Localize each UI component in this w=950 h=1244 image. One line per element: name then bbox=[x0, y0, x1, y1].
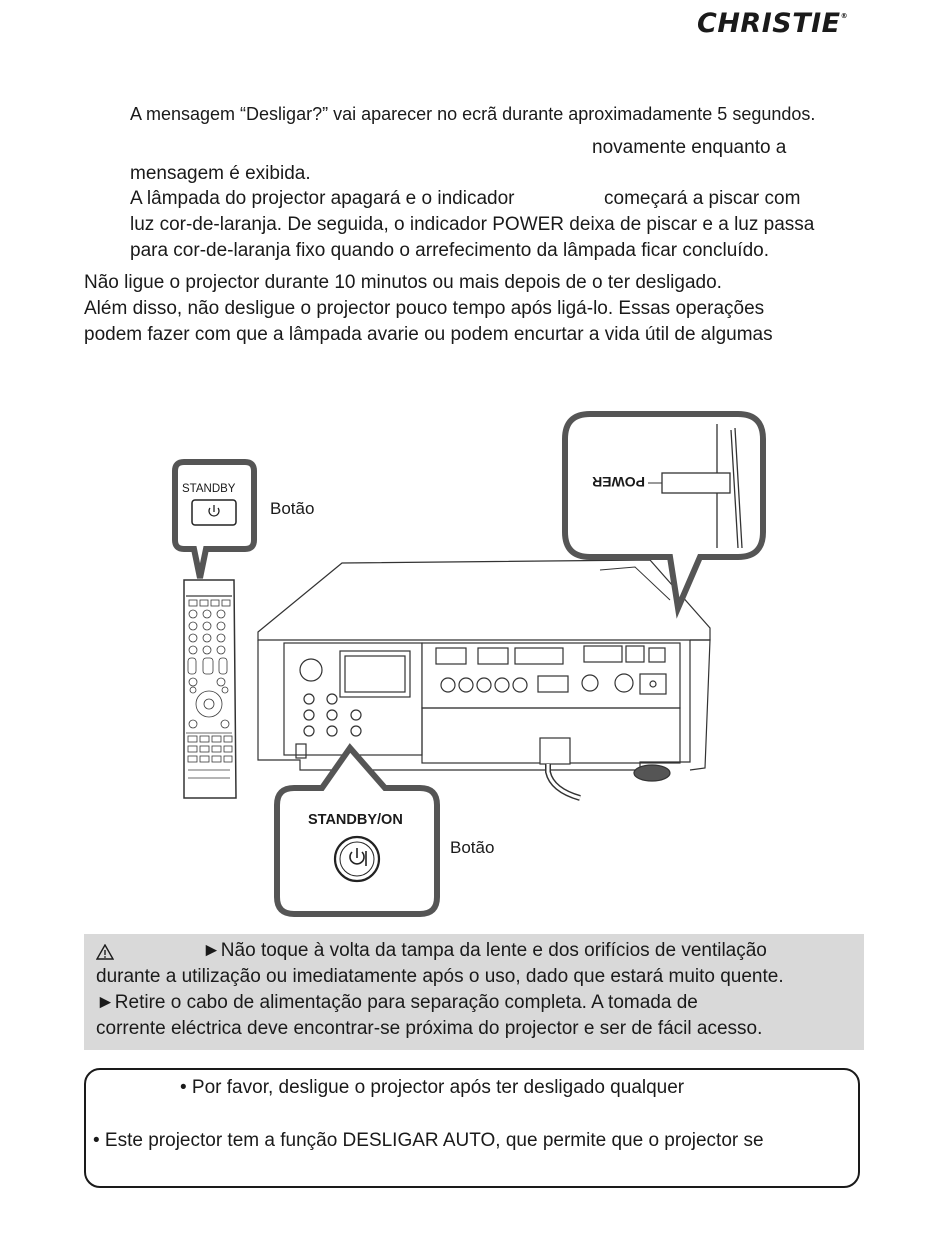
remote-control bbox=[184, 580, 236, 798]
panel-standby-on-label: STANDBY/ON bbox=[308, 812, 403, 828]
panel-caption: Botão bbox=[450, 838, 495, 857]
instruction-line-4b: começará a piscar com bbox=[604, 188, 801, 209]
warning-line-1: ►Não toque à volta da tampa da lente e dos orifícios de ventilação bbox=[202, 940, 767, 961]
instruction-line-5: luz cor-de-laranja. De seguida, o indicador POWER deixa de piscar e a luz passa bbox=[130, 214, 815, 235]
power-indicator-label: POWER bbox=[592, 474, 645, 490]
instruction-line-2: novamente enquanto a bbox=[592, 137, 787, 158]
panel-callout bbox=[277, 748, 437, 914]
note-line-1: • Por favor, desligue o projector após ter desligado qualquer bbox=[180, 1077, 685, 1098]
body-line-1: Não ligue o projector durante 10 minutos ou mais depois de o ter desligado. bbox=[84, 272, 722, 293]
projector-body bbox=[258, 560, 710, 798]
note-line-2: • Este projector tem a função DESLIGAR AUTO, que permite que o projector se bbox=[93, 1130, 764, 1151]
remote-caption: Botão bbox=[270, 499, 315, 518]
standby-on-button bbox=[335, 837, 379, 881]
instruction-line-1: A mensagem “Desligar?” vai aparecer no ecrã durante aproximadamente 5 segundos. bbox=[130, 104, 816, 124]
warning-line-3: ►Retire o cabo de alimentação para separação completa. A tomada de bbox=[96, 992, 698, 1013]
remote-standby-button bbox=[192, 500, 236, 525]
power-indicator-led bbox=[662, 473, 730, 493]
body-line-3: podem fazer com que a lâmpada avarie ou podem encurtar a vida útil de algumas bbox=[84, 324, 773, 345]
instruction-line-6: para cor-de-laranja fixo quando o arrefecimento da lâmpada ficar concluído. bbox=[130, 240, 769, 261]
christie-logo: CHRISTIE® bbox=[697, 8, 849, 39]
remote-standby-label: STANDBY bbox=[182, 483, 236, 495]
warning-box bbox=[84, 934, 864, 1050]
instruction-line-4a: A lâmpada do projector apagará e o indicador bbox=[130, 188, 515, 209]
warning-line-2: durante a utilização ou imediatamente após o uso, dado que estará muito quente. bbox=[96, 966, 784, 987]
body-line-2: Além disso, não desligue o projector pouco tempo após ligá-lo. Essas operações bbox=[84, 298, 765, 319]
warning-line-4: corrente eléctrica deve encontrar-se próxima do projector e ser de fácil acesso. bbox=[96, 1018, 763, 1039]
warning-triangle-icon bbox=[96, 944, 114, 960]
note-box bbox=[84, 1068, 860, 1188]
instruction-line-3: mensagem é exibida. bbox=[130, 163, 311, 184]
